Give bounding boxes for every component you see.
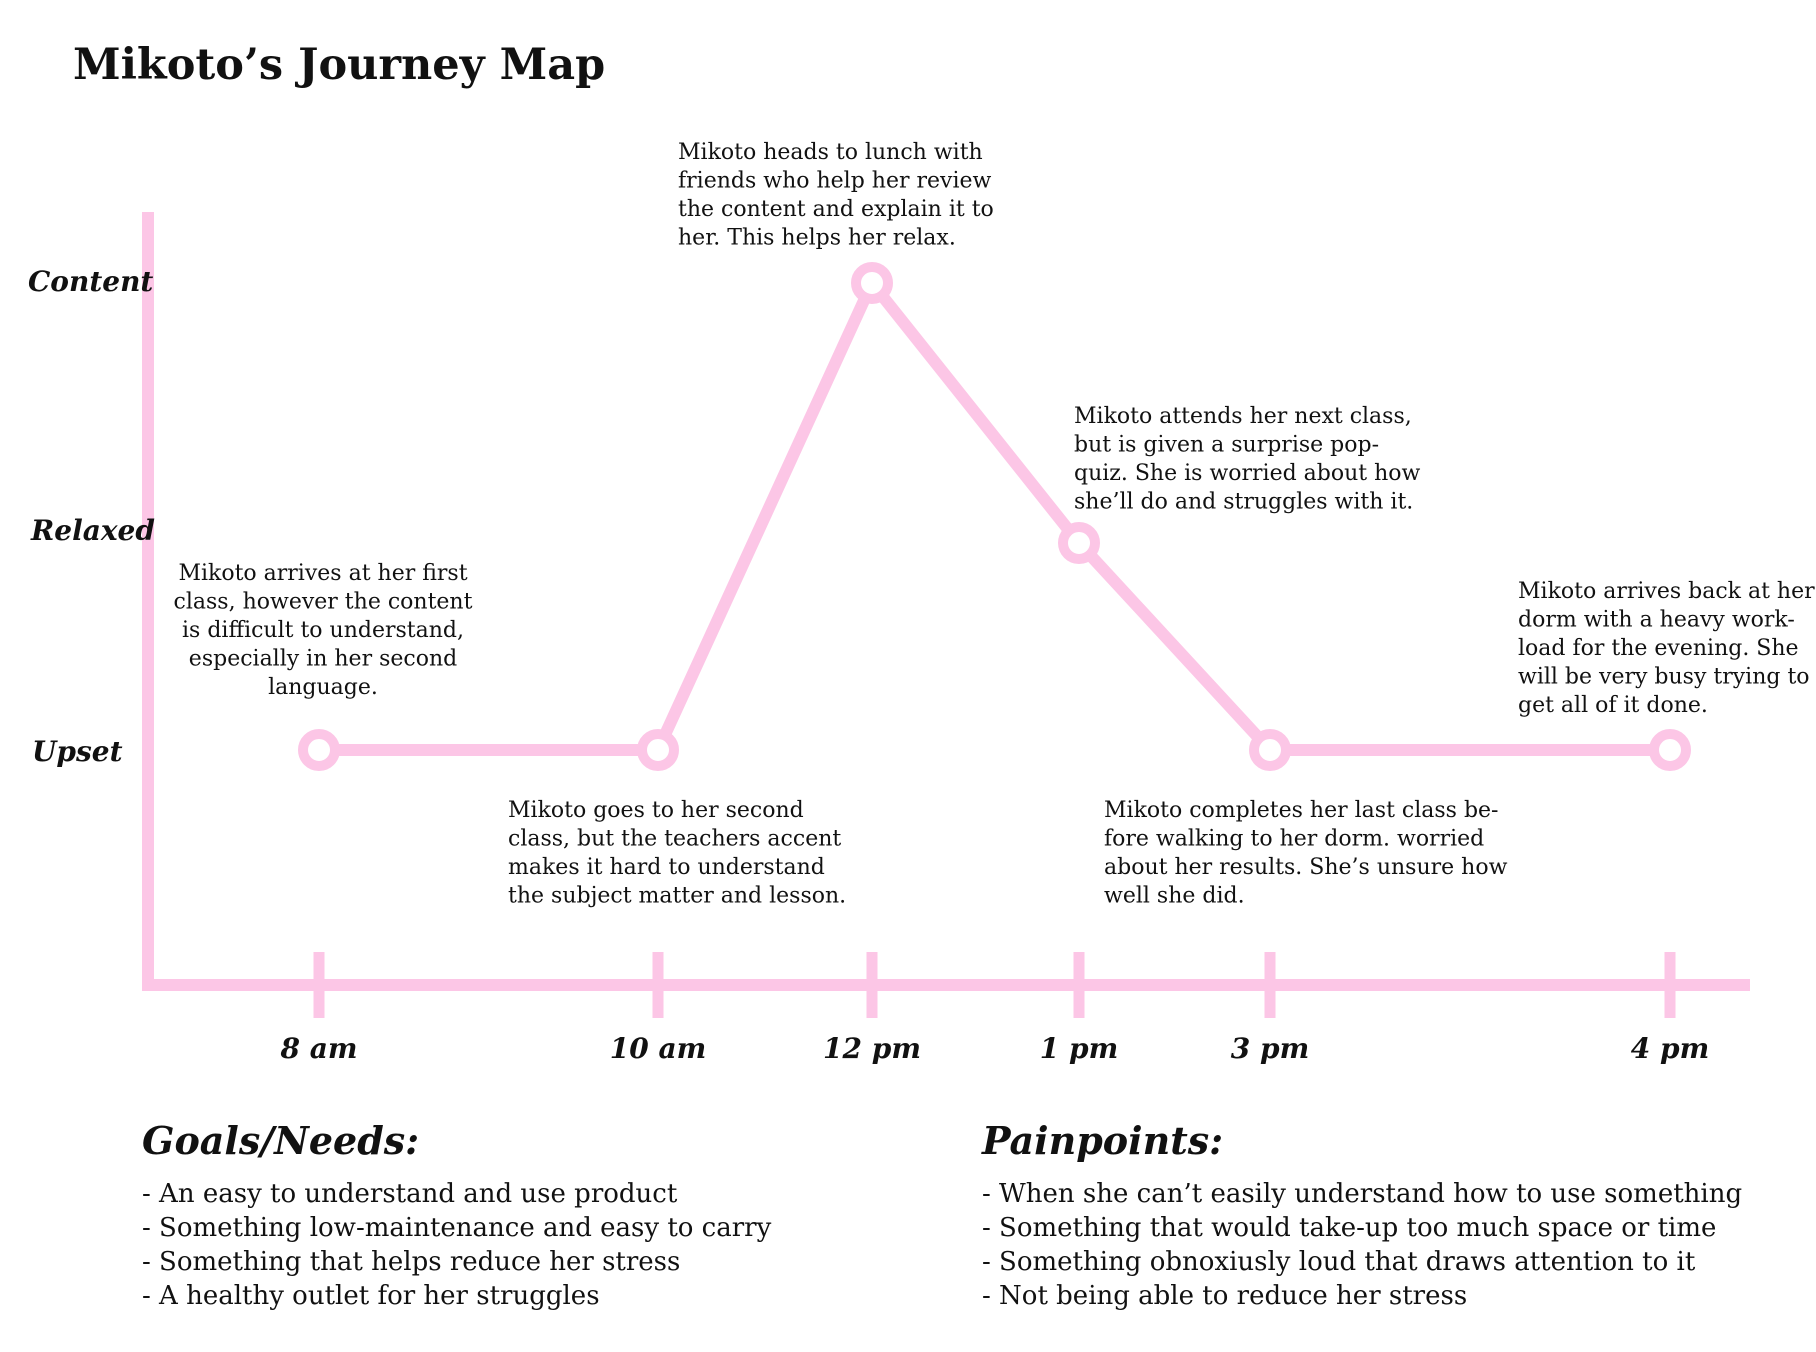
mood-point	[856, 267, 888, 299]
y-axis-label: Relaxed	[31, 514, 155, 547]
annotation-line: makes it hard to understand	[508, 855, 825, 880]
annotation-line: Mikoto heads to lunch with	[678, 140, 983, 165]
annotation-line: especially in her second	[188, 646, 458, 672]
point-annotation	[678, 140, 994, 251]
mood-line	[319, 283, 1670, 750]
annotation-line: Mikoto arrives at her first	[178, 561, 468, 586]
goals-list	[142, 1177, 771, 1313]
annotation-line: about her results. She’s unsure how	[1104, 855, 1508, 880]
annotation-line: friends who help her review	[678, 168, 992, 194]
x-axis-tick-label: 12 pm	[823, 1032, 921, 1065]
painpoints-item: - Not being able to reduce her stress	[982, 1281, 1468, 1311]
painpoints-section	[982, 1118, 1742, 1313]
painpoints-heading: Painpoints:	[982, 1118, 1224, 1163]
annotation-line: well she did.	[1104, 883, 1245, 909]
x-axis-labels	[280, 1032, 1710, 1065]
mood-point	[1254, 734, 1286, 766]
goals-heading: Goals/Needs:	[142, 1118, 420, 1163]
annotation-line: class, however the content	[173, 589, 473, 615]
annotations	[174, 140, 1816, 909]
annotation-line: fore walking to her dorm. worried	[1104, 826, 1485, 852]
painpoints-item: - Something that would take-up too much space or time	[982, 1213, 1717, 1243]
mood-point	[1063, 527, 1095, 559]
goals-item: - Something low-maintenance and easy to carry	[142, 1213, 772, 1243]
mood-series	[303, 267, 1686, 766]
x-axis-tick-label: 3 pm	[1230, 1032, 1310, 1065]
annotation-line: load for the evening. She	[1518, 636, 1799, 661]
annotation-line: Mikoto attends her next class,	[1074, 404, 1412, 429]
annotation-line: will be very busy trying to	[1518, 664, 1810, 690]
y-axis-labels	[28, 265, 155, 768]
y-axis-label: Upset	[32, 735, 123, 768]
painpoints-list	[982, 1177, 1742, 1313]
annotation-line: Mikoto arrives back at her	[1518, 579, 1815, 604]
annotation-line: the subject matter and lesson.	[508, 883, 847, 909]
annotation-line: quiz. She is worried about how	[1074, 461, 1421, 486]
annotation-line: language.	[268, 675, 378, 700]
x-axis-tick-label: 10 am	[609, 1032, 707, 1065]
goals-item: - Something that helps reduce her stress	[142, 1247, 681, 1277]
mood-point	[642, 734, 674, 766]
mood-point	[303, 734, 335, 766]
x-axis-tick-label: 1 pm	[1039, 1032, 1119, 1065]
annotation-line: Mikoto goes to her second	[508, 798, 804, 823]
annotation-line: her. This helps her relax.	[678, 225, 956, 251]
painpoints-item: - When she can’t easily understand how to use something	[982, 1179, 1743, 1209]
y-axis-label: Content	[28, 265, 154, 298]
goals-section	[142, 1118, 771, 1313]
annotation-line: class, but the teachers accent	[508, 826, 842, 852]
painpoints-item: - Something obnoxiusly loud that draws attention to it	[982, 1247, 1696, 1277]
page-title: Mikoto’s Journey Map	[73, 40, 606, 90]
point-annotation	[1104, 798, 1508, 909]
point-annotation	[1074, 404, 1421, 515]
point-annotation	[508, 798, 846, 909]
annotation-line: is difficult to understand,	[182, 618, 464, 643]
point-annotation	[174, 561, 473, 700]
x-axis-tick-label: 8 am	[280, 1032, 358, 1065]
annotation-line: Mikoto completes her last class be-	[1104, 798, 1499, 823]
goals-item: - An easy to understand and use product	[142, 1179, 678, 1209]
goals-item: - A healthy outlet for her struggles	[142, 1281, 600, 1311]
annotation-line: but is given a surprise pop-	[1074, 432, 1380, 458]
annotation-line: she’ll do and struggles with it.	[1074, 489, 1414, 515]
point-annotation	[1518, 579, 1815, 718]
annotation-line: dorm with a heavy work-	[1518, 607, 1795, 633]
mood-point	[1654, 734, 1686, 766]
x-axis-tick-label: 4 pm	[1630, 1032, 1710, 1065]
annotation-line: get all of it done.	[1518, 693, 1708, 718]
annotation-line: the content and explain it to	[678, 197, 994, 222]
